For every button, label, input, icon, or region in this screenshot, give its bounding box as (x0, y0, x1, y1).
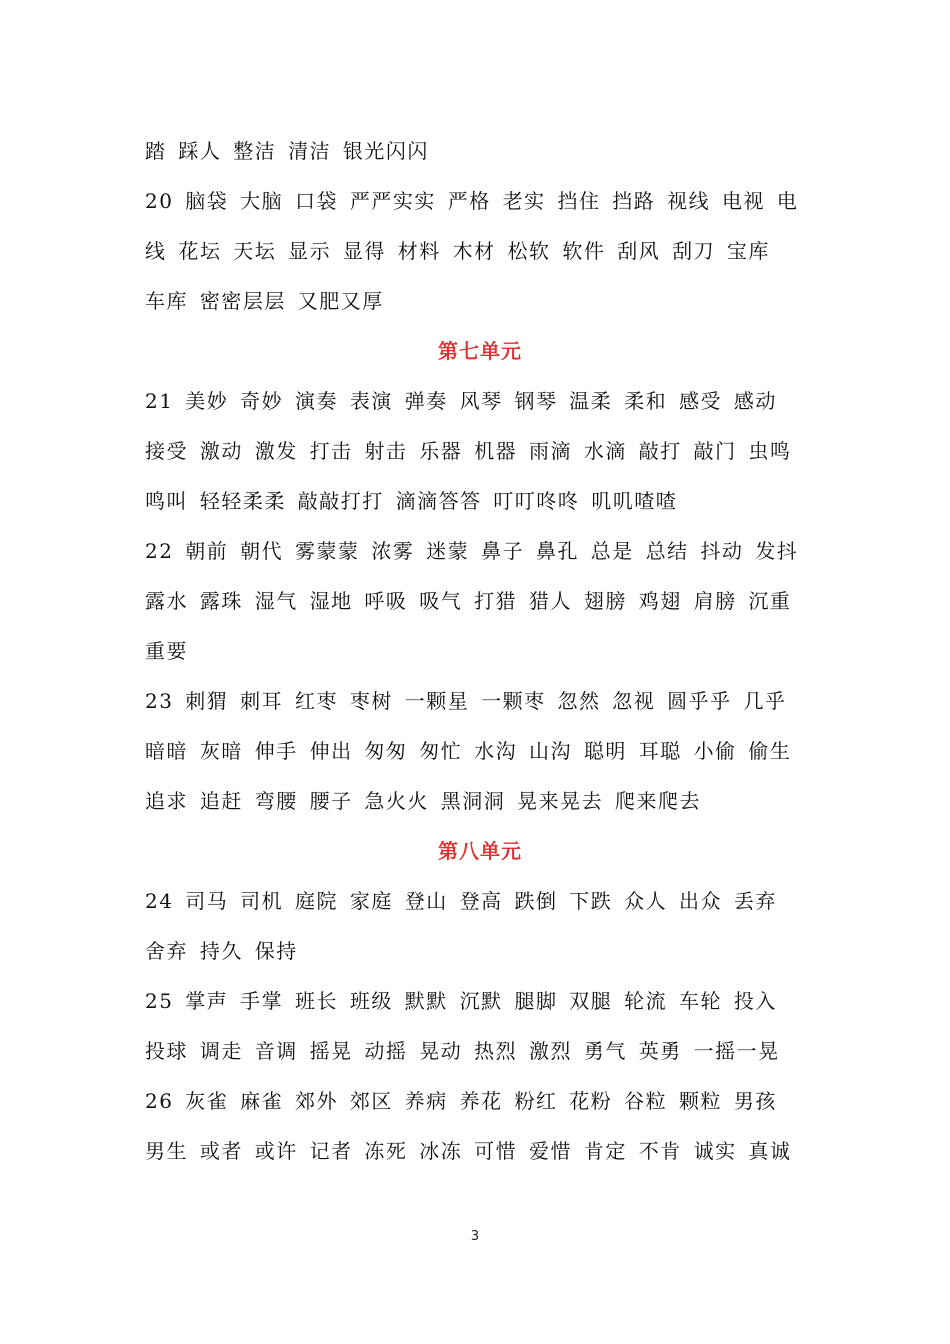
vocab-line: 重要 (145, 639, 188, 663)
vocab-line: 舍弃 持久 保持 (145, 939, 298, 963)
vocab-line: 21 美妙 奇妙 演奏 表演 弹奏 风琴 钢琴 温柔 柔和 感受 感动 (145, 389, 777, 413)
vocab-line: 26 灰雀 麻雀 郊外 郊区 养病 养花 粉红 花粉 谷粒 颗粒 男孩 (145, 1089, 777, 1113)
vocabulary-list (145, 126, 815, 1176)
unit-heading: 第七单元 (438, 339, 522, 363)
vocab-line: 20 脑袋 大脑 口袋 严严实实 严格 老实 挡住 挡路 视线 电视 电 (145, 189, 799, 213)
page-number: 3 (470, 1229, 480, 1244)
vocab-line: 踏 踩人 整洁 清洁 银光闪闪 (145, 139, 429, 163)
vocab-line: 投球 调走 音调 摇晃 动摇 晃动 热烈 激烈 勇气 英勇 一摇一晃 (145, 1039, 780, 1063)
vocab-line: 鸣叫 轻轻柔柔 敲敲打打 滴滴答答 叮叮咚咚 叽叽喳喳 (145, 489, 678, 513)
vocab-line: 男生 或者 或许 记者 冻死 冰冻 可惜 爱惜 肯定 不肯 诚实 真诚 (145, 1139, 792, 1163)
unit-heading: 第八单元 (438, 839, 522, 863)
vocab-line: 暗暗 灰暗 伸手 伸出 匆匆 匆忙 水沟 山沟 聪明 耳聪 小偷 偷生 (145, 739, 792, 763)
vocab-line: 23 刺猬 刺耳 红枣 枣树 一颗星 一颗枣 忽然 忽视 圆乎乎 几乎 (145, 689, 787, 713)
vocab-line: 线 花坛 天坛 显示 显得 材料 木材 松软 软件 刮风 刮刀 宝库 (145, 239, 770, 263)
vocab-line: 25 掌声 手掌 班长 班级 默默 沉默 腿脚 双腿 轮流 车轮 投入 (145, 989, 777, 1013)
vocab-line: 接受 激动 激发 打击 射击 乐器 机器 雨滴 水滴 敲打 敲门 虫鸣 (145, 439, 792, 463)
vocab-line: 24 司马 司机 庭院 家庭 登山 登高 跌倒 下跌 众人 出众 丢弃 (145, 889, 777, 913)
vocab-line: 露水 露珠 湿气 湿地 呼吸 吸气 打猎 猎人 翅膀 鸡翅 肩膀 沉重 (145, 589, 792, 613)
vocab-line: 22 朝前 朝代 雾蒙蒙 浓雾 迷蒙 鼻子 鼻孔 总是 总结 抖动 发抖 (145, 539, 799, 563)
vocab-line: 车库 密密层层 又肥又厚 (145, 289, 384, 313)
vocab-line: 追求 追赶 弯腰 腰子 急火火 黑洞洞 晃来晃去 爬来爬去 (145, 789, 702, 813)
